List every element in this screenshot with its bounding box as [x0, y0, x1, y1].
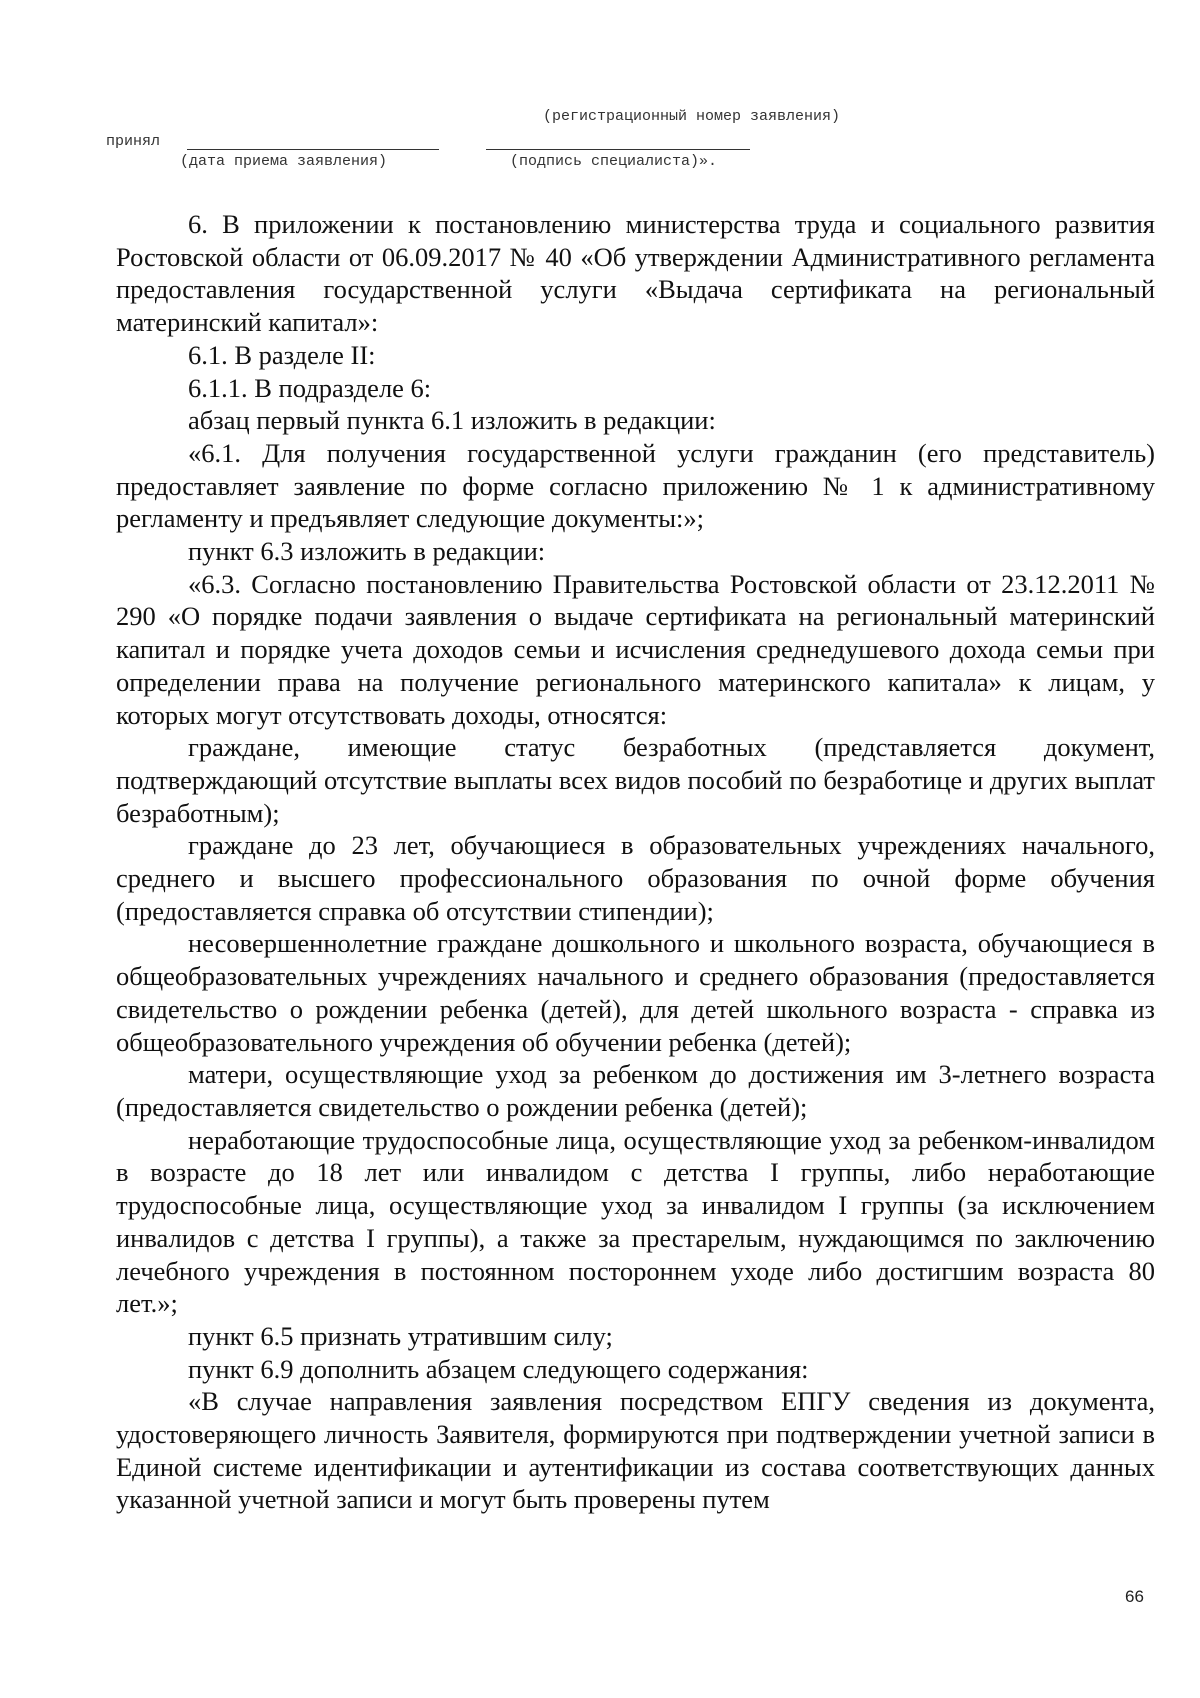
paragraph: граждане до 23 лет, обучающиеся в образовательных учреждениях начального, среднего и высшего профессионального образования по очной форме обучения (предоставляется справка об отсутствии стипендии); [116, 830, 1155, 926]
document-body [116, 208, 1155, 1516]
date-caption: (дата приема заявления) [180, 153, 388, 170]
registration-number-caption: (регистрационный номер заявления) [543, 108, 841, 125]
date-signature-line [187, 149, 439, 150]
signature-caption: (подпись специалиста)». [510, 153, 718, 170]
paragraph: пункт 6.9 дополнить абзацем следующего содержания: [188, 1353, 809, 1384]
paragraph: несовершеннолетние граждане дошкольного и школьного возраста, обучающиеся в общеобразовательных учреждениях начального и среднего образования (предоставляется свидетельство о рождении ребенка (детей), для детей школьного возраста - справка из общеобразовательного учреждения об обучении ребенка (детей); [116, 928, 1155, 1057]
paragraph: «В случае направления заявления посредством ЕПГУ сведения из документа, удостоверяющего личность Заявителя, формируются при подтверждении учетной записи в Единой системе идентификации и аутентификации из состава соответствующих данных указанной учетной записи и могут быть проверены путем [116, 1386, 1155, 1515]
page-number: 66 [1125, 1587, 1144, 1606]
paragraph: абзац первый пункта 6.1 изложить в редакции: [188, 405, 716, 436]
paragraph: 6.1.1. В подразделе 6: [188, 372, 432, 403]
accepted-label: принял [106, 133, 161, 150]
paragraph: пункт 6.5 признать утратившим силу; [188, 1320, 613, 1351]
paragraph: неработающие трудоспособные лица, осуществляющие уход за ребенком-инвалидом в возрасте до 18 лет или инвалидом с детства I группы, либо неработающие трудоспособные лица, осуществляющие уход за инвалидом I группы (за исключением инвалидов с детства I группы), а также за престарелым, нуждающимся по заключению лечебного учреждения в постоянном постороннем уходе либо достигшим возраста 80 лет.»; [116, 1124, 1155, 1319]
paragraph: 6.1. В разделе II: [188, 339, 376, 370]
paragraph: граждане, имеющие статус безработных (представляется документ, подтверждающий отсутствие выплаты всех видов пособий по безработице и других выплат безработным); [116, 732, 1155, 828]
paragraph: «6.1. Для получения государственной услуги гражданин (его представитель) предоставляет заявление по форме согласно приложению № 1 к административному регламенту и предъявляет следующие документы:»; [116, 437, 1155, 534]
paragraph: матери, осуществляющие уход за ребенком до достижения им 3-летнего возраста (предоставляется свидетельство о рождении ребенка (детей); [116, 1059, 1155, 1122]
paragraph: 6. В приложении к постановлению министерства труда и социального развития Ростовской области от 06.09.2017 № 40 «Об утверждении Административного регламента предоставления государственной услуги «Выдача сертификата на региональный материнский капитал»: [116, 209, 1155, 338]
paragraph: «6.3. Согласно постановлению Правительства Ростовской области от 23.12.2011 № 290 «О порядке подачи заявления о выдаче сертификата на региональный материнский капитал и порядке учета доходов семьи и исчисления среднедушевого дохода семьи при определении права на получение регионального материнского капитала» к лицам, у которых могут отсутствовать доходы, относятся: [116, 568, 1155, 730]
paragraph: пункт 6.3 изложить в редакции: [188, 536, 546, 567]
specialist-signature-line [486, 149, 750, 150]
